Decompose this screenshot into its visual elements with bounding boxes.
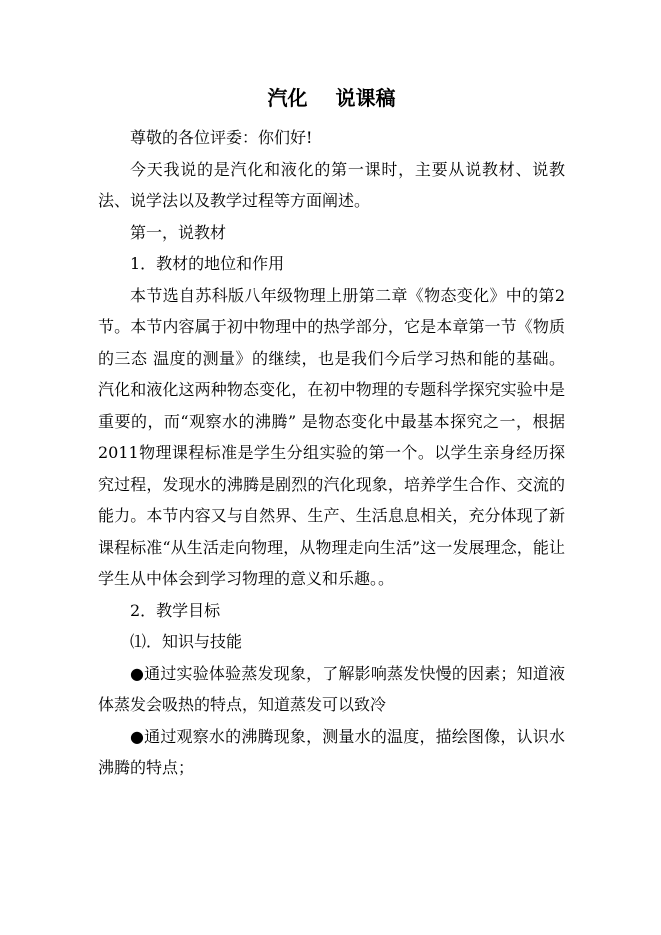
bullet-boiling: ●通过观察水的沸腾现象，测量水的温度，描绘图像，认识水沸腾的特点；	[98, 726, 565, 777]
paragraph-intro: 今天我说的是汽化和液化的第一课时，主要从说教材、说教法、说学法以及教学过程等方面阐述。	[98, 159, 565, 210]
subheading-teaching-goals: 2．教学目标	[130, 600, 221, 620]
section-heading-textbook: 第一，说教材	[130, 222, 227, 242]
document-title	[98, 78, 565, 118]
title-part-2: 说课稿	[335, 86, 396, 110]
paragraph-greeting: 尊敬的各位评委：你们好!	[130, 128, 313, 147]
paragraph-textbook-body: 本节选自苏科版八年级物理上册第二章《物态变化》中的第2节。本节内容属于初中物理中的热学部分，它是本章第一节《物质的三态 温度的测量》的继续，也是我们今后学习热和能的基础。汽化和液化这两种物态变化，在初中物理的专题科学探究实验中是重要的，而“观察水的沸腾” 是物态变化中最基本探究之一，根据2011物理课程标准是学生分组实验的第一个。以学生亲身经历探究过程，发现水的沸腾是剧烈的汽化现象，培养学生合作、交流的能力。本节内容又与自然界、生产、生活息息相关，充分体现了新课程标准“从生活走向物理，从物理走向生活”这一发展理念，能让学生从中体会到学习物理的意义和乐趣。。	[98, 285, 565, 588]
title-part-1: 汽化	[267, 86, 308, 110]
subheading-knowledge-skills: ⑴．知识与技能	[130, 632, 243, 651]
subheading-position-role: 1．教材的地位和作用	[130, 254, 285, 273]
document-page	[98, 78, 565, 784]
bullet-evaporation: ●通过实验体验蒸发现象，了解影响蒸发快慢的因素；知道液体蒸发会吸热的特点，知道蒸发可以致冷	[98, 663, 565, 714]
